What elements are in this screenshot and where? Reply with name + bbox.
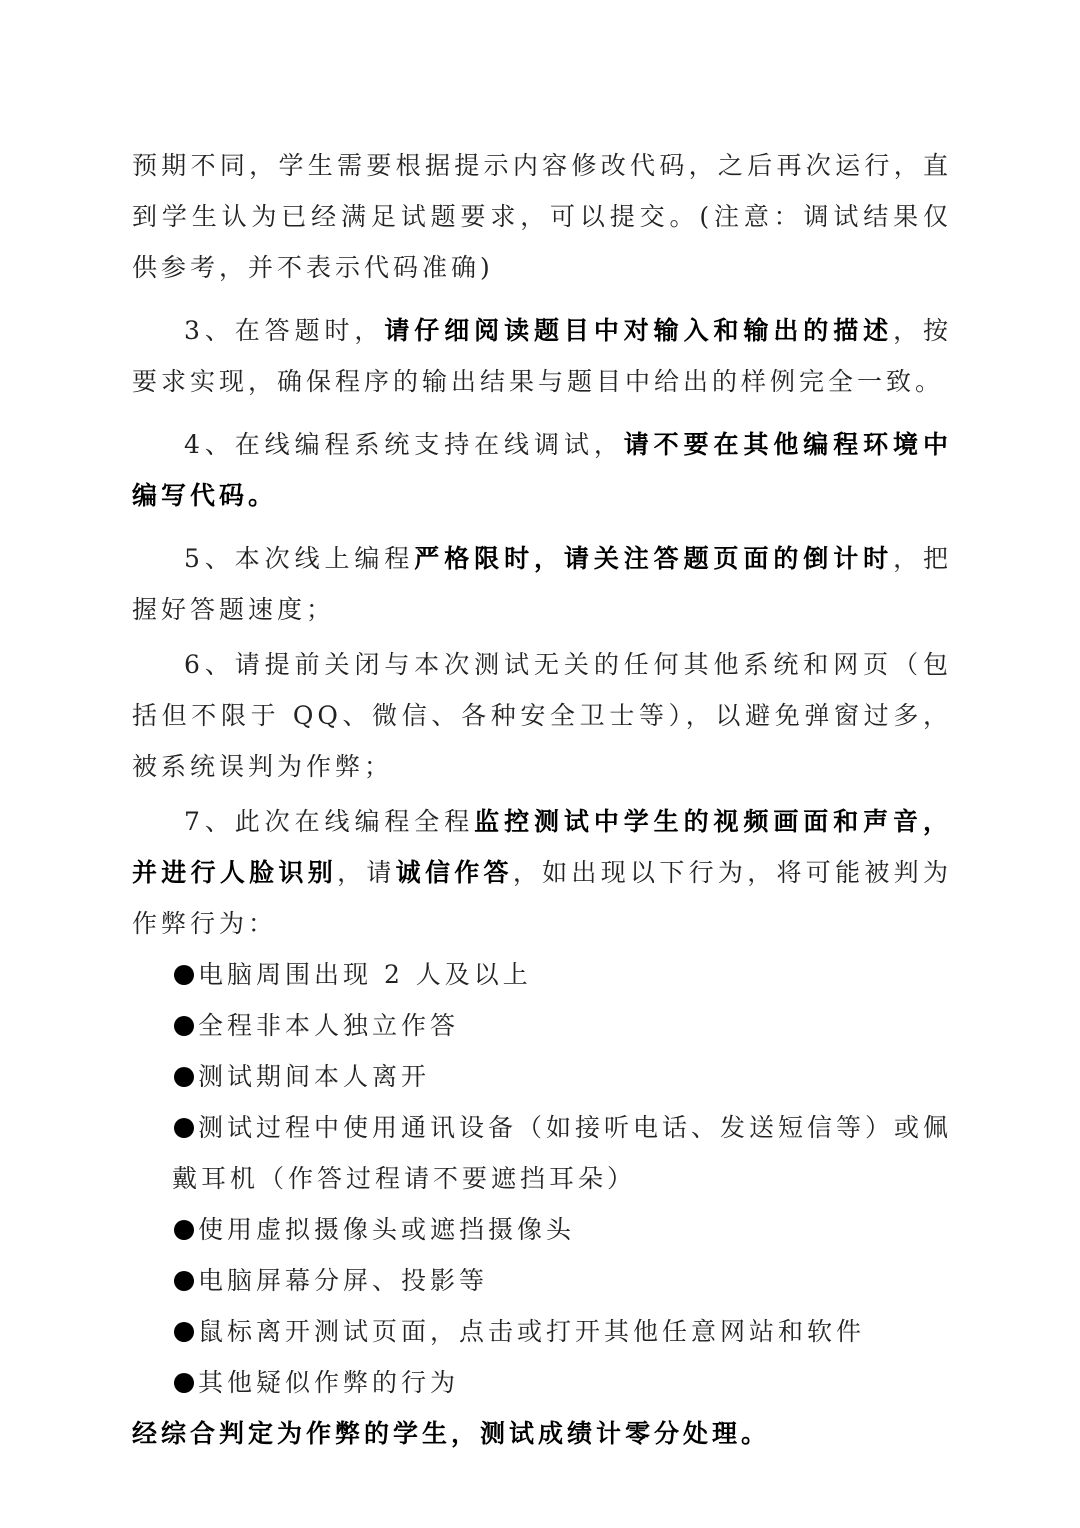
item-7-text-end: ，如出现以下行为，将可能被判为作弊行为： <box>132 858 952 938</box>
list-item-text: 其他疑似作弊的行为 <box>198 1368 460 1397</box>
bullet-dot-icon <box>174 1016 194 1036</box>
list-item <box>132 1357 952 1408</box>
paragraph-item-6 <box>132 639 952 792</box>
item-4-emphasis: 请不要在其他编程环境中编写代码。 <box>132 430 952 510</box>
bullet-dot-icon <box>174 1220 194 1240</box>
list-item-text: 全程非本人独立作答 <box>198 1011 460 1040</box>
list-item <box>132 1255 952 1306</box>
bullet-dot-icon <box>174 1373 194 1393</box>
bullet-dot-icon <box>174 1067 194 1087</box>
item-3-emphasis: 请仔细阅读题目中对输入和输出的描述 <box>384 316 894 345</box>
item-7-text-mid: ，请 <box>337 858 396 887</box>
paragraph-continued <box>132 140 952 293</box>
paragraph-continued-text: 预期不同，学生需要根据提示内容修改代码，之后再次运行，直到学生认为已经满足试题要求，可以提交。(注意：调试结果仅供参考，并不表示代码准确) <box>132 151 952 282</box>
cheating-behavior-list <box>132 949 952 1408</box>
paragraph-item-4 <box>132 419 952 521</box>
document-page <box>132 140 952 1459</box>
list-item-text: 测试过程中使用通讯设备（如接听电话、发送短信等）或佩戴耳机（作答过程请不要遮挡耳朵） <box>172 1113 953 1193</box>
paragraph-item-7 <box>132 796 952 949</box>
bullet-dot-icon <box>174 1271 194 1291</box>
paragraph-item-3 <box>132 305 952 407</box>
list-item <box>132 949 952 1000</box>
bullet-dot-icon <box>174 1118 194 1138</box>
paragraph-item-5 <box>132 533 952 635</box>
item-3-text-end: ，按要求实现，确保程序的输出结果与题目中给出的样例完全一致。 <box>132 316 952 396</box>
list-item <box>132 1051 952 1102</box>
conclusion <box>132 1408 952 1459</box>
list-item-text: 测试期间本人离开 <box>198 1062 431 1091</box>
list-item <box>132 1102 952 1204</box>
list-item <box>132 1306 952 1357</box>
item-7-emphasis-honest: 诚信作答 <box>395 858 513 887</box>
item-5-emphasis: 严格限时，请关注答题页面的倒计时 <box>414 544 894 573</box>
item-4-text: 4、在线编程系统支持在线调试， <box>184 430 624 459</box>
list-item-text: 使用虚拟摄像头或遮挡摄像头 <box>198 1215 576 1244</box>
list-item <box>132 1204 952 1255</box>
item-5-text-end: ，把握好答题速度； <box>132 544 952 624</box>
item-7-emphasis: 监控测试中学生的视频画面和声音，并进行人脸识别 <box>132 807 952 887</box>
conclusion-text: 经综合判定为作弊的学生，测试成绩计零分处理。 <box>132 1419 771 1448</box>
item-3-text: 3、在答题时， <box>184 316 385 345</box>
item-6-text: 6、请提前关闭与本次测试无关的任何其他系统和网页（包括但不限于 QQ、微信、各种安全卫士等），以避免弹窗过多，被系统误判为作弊； <box>132 650 952 781</box>
item-5-text: 5、本次线上编程 <box>184 544 415 573</box>
list-item-text: 电脑周围出现 2 人及以上 <box>198 960 532 989</box>
item-7-text: 7、此次在线编程全程 <box>184 807 475 836</box>
list-item-text: 电脑屏幕分屏、投影等 <box>198 1266 489 1295</box>
bullet-dot-icon <box>174 1322 194 1342</box>
list-item-text: 鼠标离开测试页面，点击或打开其他任意网站和软件 <box>198 1317 866 1346</box>
list-item <box>132 1000 952 1051</box>
bullet-dot-icon <box>174 965 194 985</box>
